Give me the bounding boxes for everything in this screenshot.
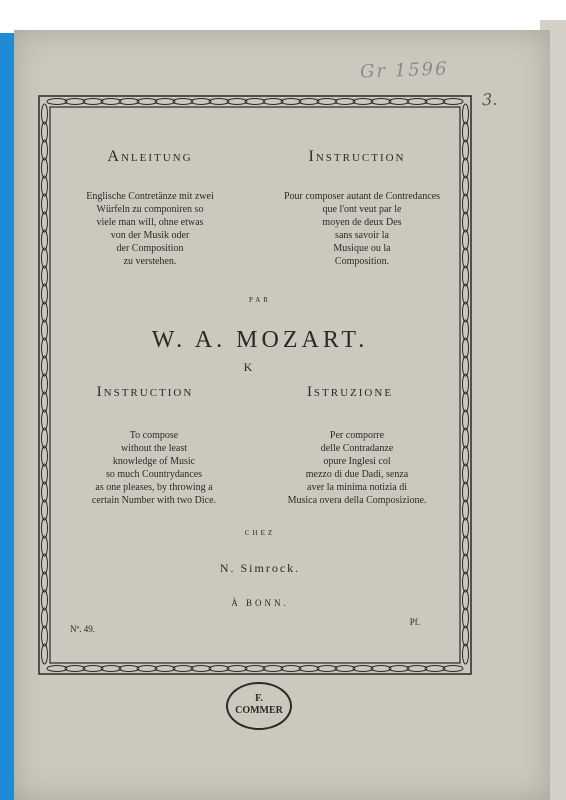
border-chain-link bbox=[173, 99, 193, 105]
german-instruction-text bbox=[50, 190, 250, 268]
plate-number: Nº. 49. bbox=[70, 624, 96, 634]
text-line: so much Countrydances bbox=[105, 469, 203, 480]
border-chain-link bbox=[263, 666, 283, 672]
border-chain-link bbox=[42, 320, 48, 340]
border-chain-link bbox=[137, 666, 157, 672]
border-chain-link bbox=[371, 99, 391, 105]
border-chain-link bbox=[42, 572, 48, 592]
border-chain-link bbox=[155, 99, 175, 105]
border-chain-link bbox=[463, 410, 469, 430]
border-chain-link bbox=[463, 140, 469, 160]
text-line: Würfeln zu componiren so bbox=[96, 204, 204, 215]
italian-instruction-text bbox=[252, 429, 462, 507]
border-chain-link bbox=[463, 554, 469, 574]
border-chain-link bbox=[42, 464, 48, 484]
border-chain-link bbox=[281, 99, 301, 105]
text-line: der Composition bbox=[116, 243, 184, 254]
border-chain-link bbox=[463, 266, 469, 286]
border-chain-link bbox=[463, 212, 469, 232]
border-chain-link bbox=[407, 99, 427, 105]
text-line: Englische Contretänze mit zwei bbox=[86, 191, 214, 202]
left-heading: Anleitung bbox=[107, 148, 193, 165]
border-chain-link bbox=[42, 230, 48, 250]
border-chain-link bbox=[101, 666, 121, 672]
text-line: Composition. bbox=[334, 256, 390, 267]
border-chain-link bbox=[42, 590, 48, 610]
border-chain-link bbox=[42, 266, 48, 286]
english-instruction-text bbox=[48, 429, 260, 507]
border-chain-link bbox=[463, 374, 469, 394]
border-chain-link bbox=[42, 104, 48, 124]
border-chain-link bbox=[65, 99, 85, 105]
border-chain-link bbox=[65, 666, 85, 672]
border-chain-link bbox=[42, 374, 48, 394]
text-line: aver la minima notizia di bbox=[307, 482, 407, 493]
border-chain-link bbox=[463, 392, 469, 412]
text-line: opure Inglesi col bbox=[323, 456, 391, 467]
text-line: delle Contradanze bbox=[320, 443, 394, 454]
border-chain-link bbox=[317, 666, 337, 672]
border-chain-link bbox=[463, 158, 469, 178]
border-chain-link bbox=[227, 99, 247, 105]
border-chain-link bbox=[42, 176, 48, 196]
border-chain-link bbox=[463, 590, 469, 610]
border-chain-link bbox=[245, 99, 265, 105]
text-line: Pour composer autant de Contredances bbox=[283, 191, 441, 202]
border-chain-link bbox=[42, 194, 48, 214]
border-chain-link bbox=[443, 666, 463, 672]
border-chain-link bbox=[42, 500, 48, 520]
border-chain-link bbox=[42, 140, 48, 160]
border-chain-link bbox=[389, 666, 409, 672]
border-chain-link bbox=[463, 302, 469, 322]
border-chain-link bbox=[42, 302, 48, 322]
border-chain-link bbox=[371, 666, 391, 672]
border-chain-link bbox=[42, 212, 48, 232]
text-line: von der Musik oder bbox=[110, 230, 190, 241]
french-instruction-text bbox=[262, 190, 462, 268]
border-chain-link bbox=[463, 464, 469, 484]
text-line: zu verstehen. bbox=[123, 256, 177, 267]
border-chain-link bbox=[463, 122, 469, 142]
stamp-line: COMMER bbox=[235, 705, 283, 716]
border-chain-link bbox=[47, 666, 67, 672]
chez-label: CHEZ bbox=[244, 529, 276, 537]
border-chain-link bbox=[463, 320, 469, 340]
border-chain-link bbox=[353, 666, 373, 672]
border-chain-link bbox=[42, 536, 48, 556]
publisher-city: À BONN. bbox=[231, 598, 289, 608]
border-chain-link bbox=[317, 99, 337, 105]
text-line: moyen de deux Des bbox=[322, 217, 402, 228]
border-chain-link bbox=[42, 446, 48, 466]
par-label: PAR bbox=[249, 296, 271, 304]
price-mark: Pf. bbox=[409, 617, 420, 627]
border-chain-link bbox=[463, 572, 469, 592]
handwritten-mark: K bbox=[243, 360, 253, 374]
text-line: Per comporre bbox=[329, 430, 385, 441]
right-heading: Instruction bbox=[308, 148, 406, 165]
border-chain-link bbox=[42, 284, 48, 304]
border-chain-link bbox=[42, 518, 48, 538]
border-chain-link bbox=[463, 428, 469, 448]
border-chain-link bbox=[463, 644, 469, 664]
italian-heading: Istruzione bbox=[306, 384, 394, 400]
border-chain-link bbox=[407, 666, 427, 672]
border-chain-link bbox=[191, 666, 211, 672]
border-chain-link bbox=[83, 99, 103, 105]
border-chain-link bbox=[463, 500, 469, 520]
border-chain-link bbox=[42, 248, 48, 268]
text-line: knowledge of Music bbox=[112, 456, 196, 467]
border-chain-link bbox=[463, 284, 469, 304]
border-chain-link bbox=[42, 338, 48, 358]
border-chain-link bbox=[463, 248, 469, 268]
text-line: que l'ont veut par le bbox=[322, 204, 402, 215]
border-chain-link bbox=[119, 666, 139, 672]
border-chain-link bbox=[101, 99, 121, 105]
border-chain-link bbox=[245, 666, 265, 672]
border-chain-link bbox=[263, 99, 283, 105]
text-line: Musica overa della Composizione. bbox=[287, 495, 427, 506]
border-chain-link bbox=[42, 644, 48, 664]
library-stamp bbox=[226, 682, 292, 730]
border-chain-link bbox=[42, 428, 48, 448]
border-chain-link bbox=[463, 104, 469, 124]
handwritten-catalog-number: Gr 1596 bbox=[359, 58, 449, 83]
border-chain-link bbox=[119, 99, 139, 105]
border-chain-link bbox=[463, 518, 469, 538]
border-chain-link bbox=[425, 666, 445, 672]
text-line: To compose bbox=[129, 430, 179, 441]
border-chain-link bbox=[42, 410, 48, 430]
stamp-line: F. bbox=[255, 693, 263, 704]
border-chain-link bbox=[463, 608, 469, 628]
border-chain-link bbox=[463, 194, 469, 214]
border-chain-link bbox=[42, 122, 48, 142]
border-chain-link bbox=[281, 666, 301, 672]
border-chain-link bbox=[425, 99, 445, 105]
border-chain-link bbox=[463, 482, 469, 502]
border-chain-link bbox=[42, 356, 48, 376]
text-line: viele man will, ohne etwas bbox=[96, 217, 204, 228]
text-line: mezzo di due Dadi, senza bbox=[305, 469, 409, 480]
border-chain-link bbox=[463, 626, 469, 646]
border-chain-link bbox=[42, 608, 48, 628]
english-heading: Instruction bbox=[96, 384, 194, 400]
composer-name: W. A. MOZART. bbox=[151, 327, 369, 353]
publisher-name: N. Simrock. bbox=[219, 561, 301, 575]
border-chain-link bbox=[463, 230, 469, 250]
border-chain-link bbox=[42, 554, 48, 574]
border-chain-link bbox=[443, 99, 463, 105]
text-line: without the least bbox=[120, 443, 188, 454]
border-chain-link bbox=[191, 99, 211, 105]
border-chain-link bbox=[42, 626, 48, 646]
border-chain-link bbox=[389, 99, 409, 105]
border-chain-link bbox=[299, 666, 319, 672]
border-chain-link bbox=[173, 666, 193, 672]
border-chain-link bbox=[42, 158, 48, 178]
border-chain-link bbox=[209, 99, 229, 105]
border-chain-link bbox=[42, 392, 48, 412]
border-chain-link bbox=[137, 99, 157, 105]
border-chain-link bbox=[463, 338, 469, 358]
border-chain-link bbox=[42, 482, 48, 502]
border-chain-link bbox=[227, 666, 247, 672]
border-chain-link bbox=[335, 99, 355, 105]
text-line: Musique ou la bbox=[333, 243, 391, 254]
text-line: as one pleases, by throwing a bbox=[95, 482, 213, 493]
border-chain-link bbox=[155, 666, 175, 672]
text-line: sans savoir la bbox=[335, 230, 389, 241]
text-line: certain Number with two Dice. bbox=[91, 495, 217, 506]
border-chain-link bbox=[83, 666, 103, 672]
border-chain-link bbox=[353, 99, 373, 105]
border-chain-link bbox=[463, 356, 469, 376]
handwritten-page-number: 3. bbox=[481, 89, 498, 110]
border-chain-link bbox=[209, 666, 229, 672]
border-chain-link bbox=[463, 176, 469, 196]
border-chain-link bbox=[299, 99, 319, 105]
border-chain-link bbox=[47, 99, 67, 105]
border-chain-link bbox=[463, 446, 469, 466]
border-chain-link bbox=[463, 536, 469, 556]
border-chain-link bbox=[335, 666, 355, 672]
